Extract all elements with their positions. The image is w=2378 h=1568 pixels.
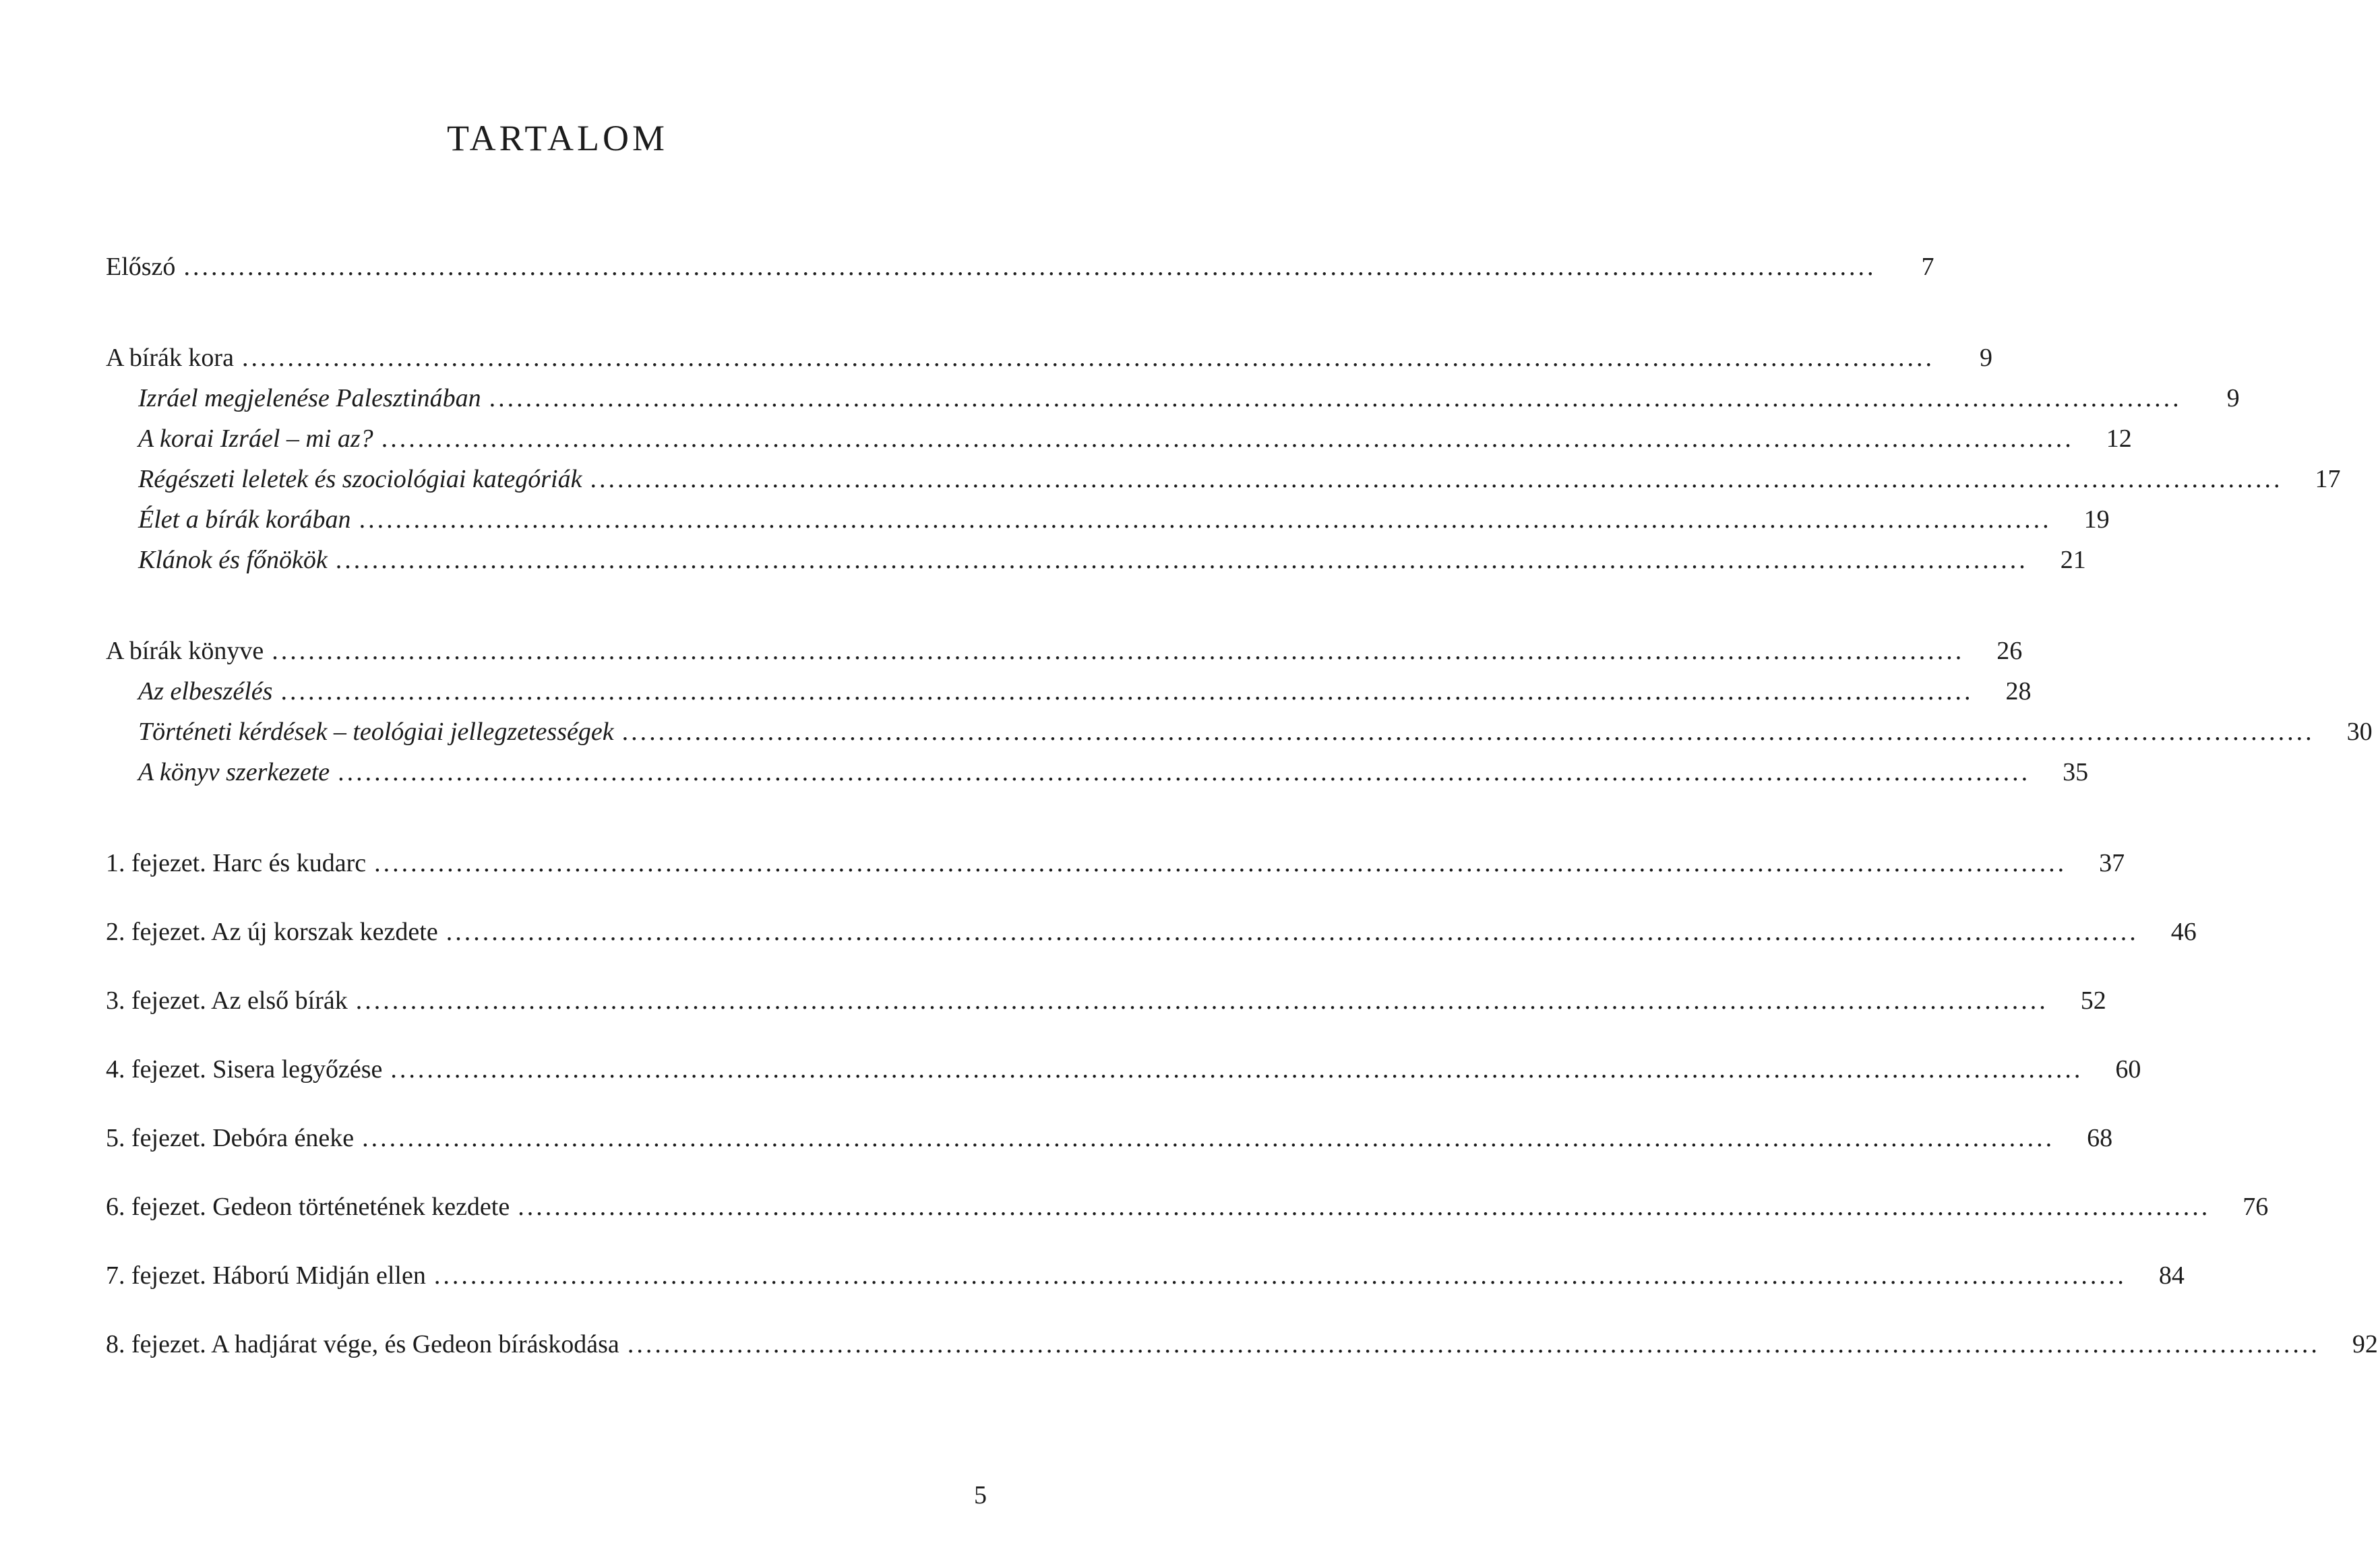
toc-entry-page: 92 [2352, 1330, 2378, 1358]
toc-entry-label: A könyv szerkezete [138, 758, 330, 786]
page-title: TARTALOM [446, 118, 669, 158]
toc-entry-label: 4. fejezet. Sisera legyőzése [106, 1055, 383, 1084]
toc-entry-page: 52 [2080, 986, 2106, 1015]
toc-entry-label: 8. fejezet. A hadjárat vége, és Gedeon bíráskodása [106, 1330, 619, 1358]
toc-chapter-2[interactable] [106, 918, 2197, 946]
toc-entry-label: 3. fejezet. Az első bírák [106, 986, 348, 1015]
page-number: 5 [974, 1481, 987, 1509]
toc-chapter-5[interactable] [106, 1124, 2113, 1152]
toc-chapter-3[interactable] [106, 986, 2106, 1015]
toc-entry-page: 76 [2243, 1193, 2269, 1221]
dot-leader: .......................................................................................................................................................................................... [280, 677, 1974, 705]
toc-entry-page: 26 [1996, 637, 2023, 665]
toc-subentry[interactable] [138, 505, 2110, 534]
toc-entry-label: A korai Izráel – mi az? [138, 425, 373, 453]
toc-chapter-4[interactable] [106, 1055, 2141, 1084]
toc-entry-label: 2. fejezet. Az új korszak kezdete [106, 918, 438, 946]
toc-entry-label: Izráel megjelenése Palesztinában [138, 384, 481, 412]
toc-entry-label: A bírák kora [106, 344, 234, 372]
dot-leader: .......................................................................................................................................................................................... [489, 384, 2182, 412]
toc-entry-label: A bírák könyve [106, 637, 264, 665]
toc-entry-page: 30 [2346, 718, 2373, 746]
toc-entry-page: 46 [2170, 918, 2197, 946]
toc-entry-page: 28 [2005, 677, 2032, 705]
toc-subentry[interactable] [138, 425, 2132, 453]
toc-entry-label: Történeti kérdések – teológiai jellegzetességek [138, 718, 614, 746]
toc-chapter-1[interactable] [106, 849, 2125, 877]
toc-entry-page: 35 [2063, 758, 2089, 786]
dot-leader: .......................................................................................................................................................................................... [338, 758, 2031, 786]
toc-subentry[interactable] [138, 546, 2086, 574]
toc-entry-page: 9 [2226, 384, 2240, 412]
toc-subentry[interactable] [138, 677, 2032, 705]
toc-entry-page: 9 [1979, 344, 1992, 372]
toc-entry-page: 12 [2106, 425, 2132, 453]
dot-leader: .......................................................................................................................................................................................... [359, 505, 2052, 534]
dot-leader: .......................................................................................................................................................................................... [390, 1055, 2083, 1084]
toc-entry-label: 7. fejezet. Háború Midján ellen [106, 1261, 426, 1290]
toc-chapter-7[interactable] [106, 1261, 2185, 1290]
dot-leader: .......................................................................................................................................................................................... [446, 918, 2139, 946]
toc-subentry[interactable] [138, 718, 2373, 746]
dot-leader: .......................................................................................................................................................................................... [183, 253, 1877, 281]
toc-entry-label: Klánok és főnökök [138, 546, 328, 574]
toc-entry-label: 6. fejezet. Gedeon történetének kezdete [106, 1193, 510, 1221]
toc-entry-page: 21 [2060, 546, 2086, 574]
dot-leader: .......................................................................................................................................................................................... [272, 637, 1965, 665]
toc-entry-page: 84 [2158, 1261, 2185, 1290]
toc-entry-birak-konyve[interactable] [106, 637, 2023, 665]
toc-subentry[interactable] [138, 465, 2341, 493]
toc-entry-label: Élet a bírák korában [138, 505, 351, 534]
toc-entry-page: 7 [1921, 253, 1934, 281]
dot-leader: .......................................................................................................................................................................................... [590, 465, 2283, 493]
toc-entry-label: 1. fejezet. Harc és kudarc [106, 849, 367, 877]
toc-subentry[interactable] [138, 384, 2240, 412]
dot-leader: .......................................................................................................................................................................................... [381, 425, 2074, 453]
toc-entry-label: Előszó [106, 253, 176, 281]
dot-leader: .......................................................................................................................................................................................... [335, 546, 2028, 574]
dot-leader: .......................................................................................................................................................................................... [627, 1330, 2320, 1358]
toc-entry-page: 19 [2083, 505, 2110, 534]
toc-chapter-8[interactable] [106, 1330, 2378, 1358]
toc-subentry[interactable] [138, 758, 2089, 786]
dot-leader: .......................................................................................................................................................................................... [241, 344, 1934, 372]
toc-entry-label: Régészeti leletek és szociológiai kategóriák [138, 465, 582, 493]
toc-chapter-6[interactable] [106, 1193, 2269, 1221]
toc-entry-label: Az elbeszélés [138, 677, 273, 705]
dot-leader: .......................................................................................................................................................................................... [355, 986, 2048, 1015]
dot-leader: .......................................................................................................................................................................................... [518, 1193, 2211, 1221]
dot-leader: .......................................................................................................................................................................................... [621, 718, 2315, 746]
dot-leader: .......................................................................................................................................................................................... [362, 1124, 2055, 1152]
toc-entry-birak-kora[interactable] [106, 344, 1992, 372]
toc-entry-page: 17 [2315, 465, 2341, 493]
toc-entry-eloszo[interactable] [106, 253, 1934, 281]
dot-leader: .......................................................................................................................................................................................... [433, 1261, 2127, 1290]
toc-entry-page: 37 [2099, 849, 2125, 877]
toc-entry-label: 5. fejezet. Debóra éneke [106, 1124, 355, 1152]
toc-entry-page: 60 [2115, 1055, 2141, 1084]
toc-entry-page: 68 [2087, 1124, 2113, 1152]
dot-leader: .......................................................................................................................................................................................... [374, 849, 2067, 877]
